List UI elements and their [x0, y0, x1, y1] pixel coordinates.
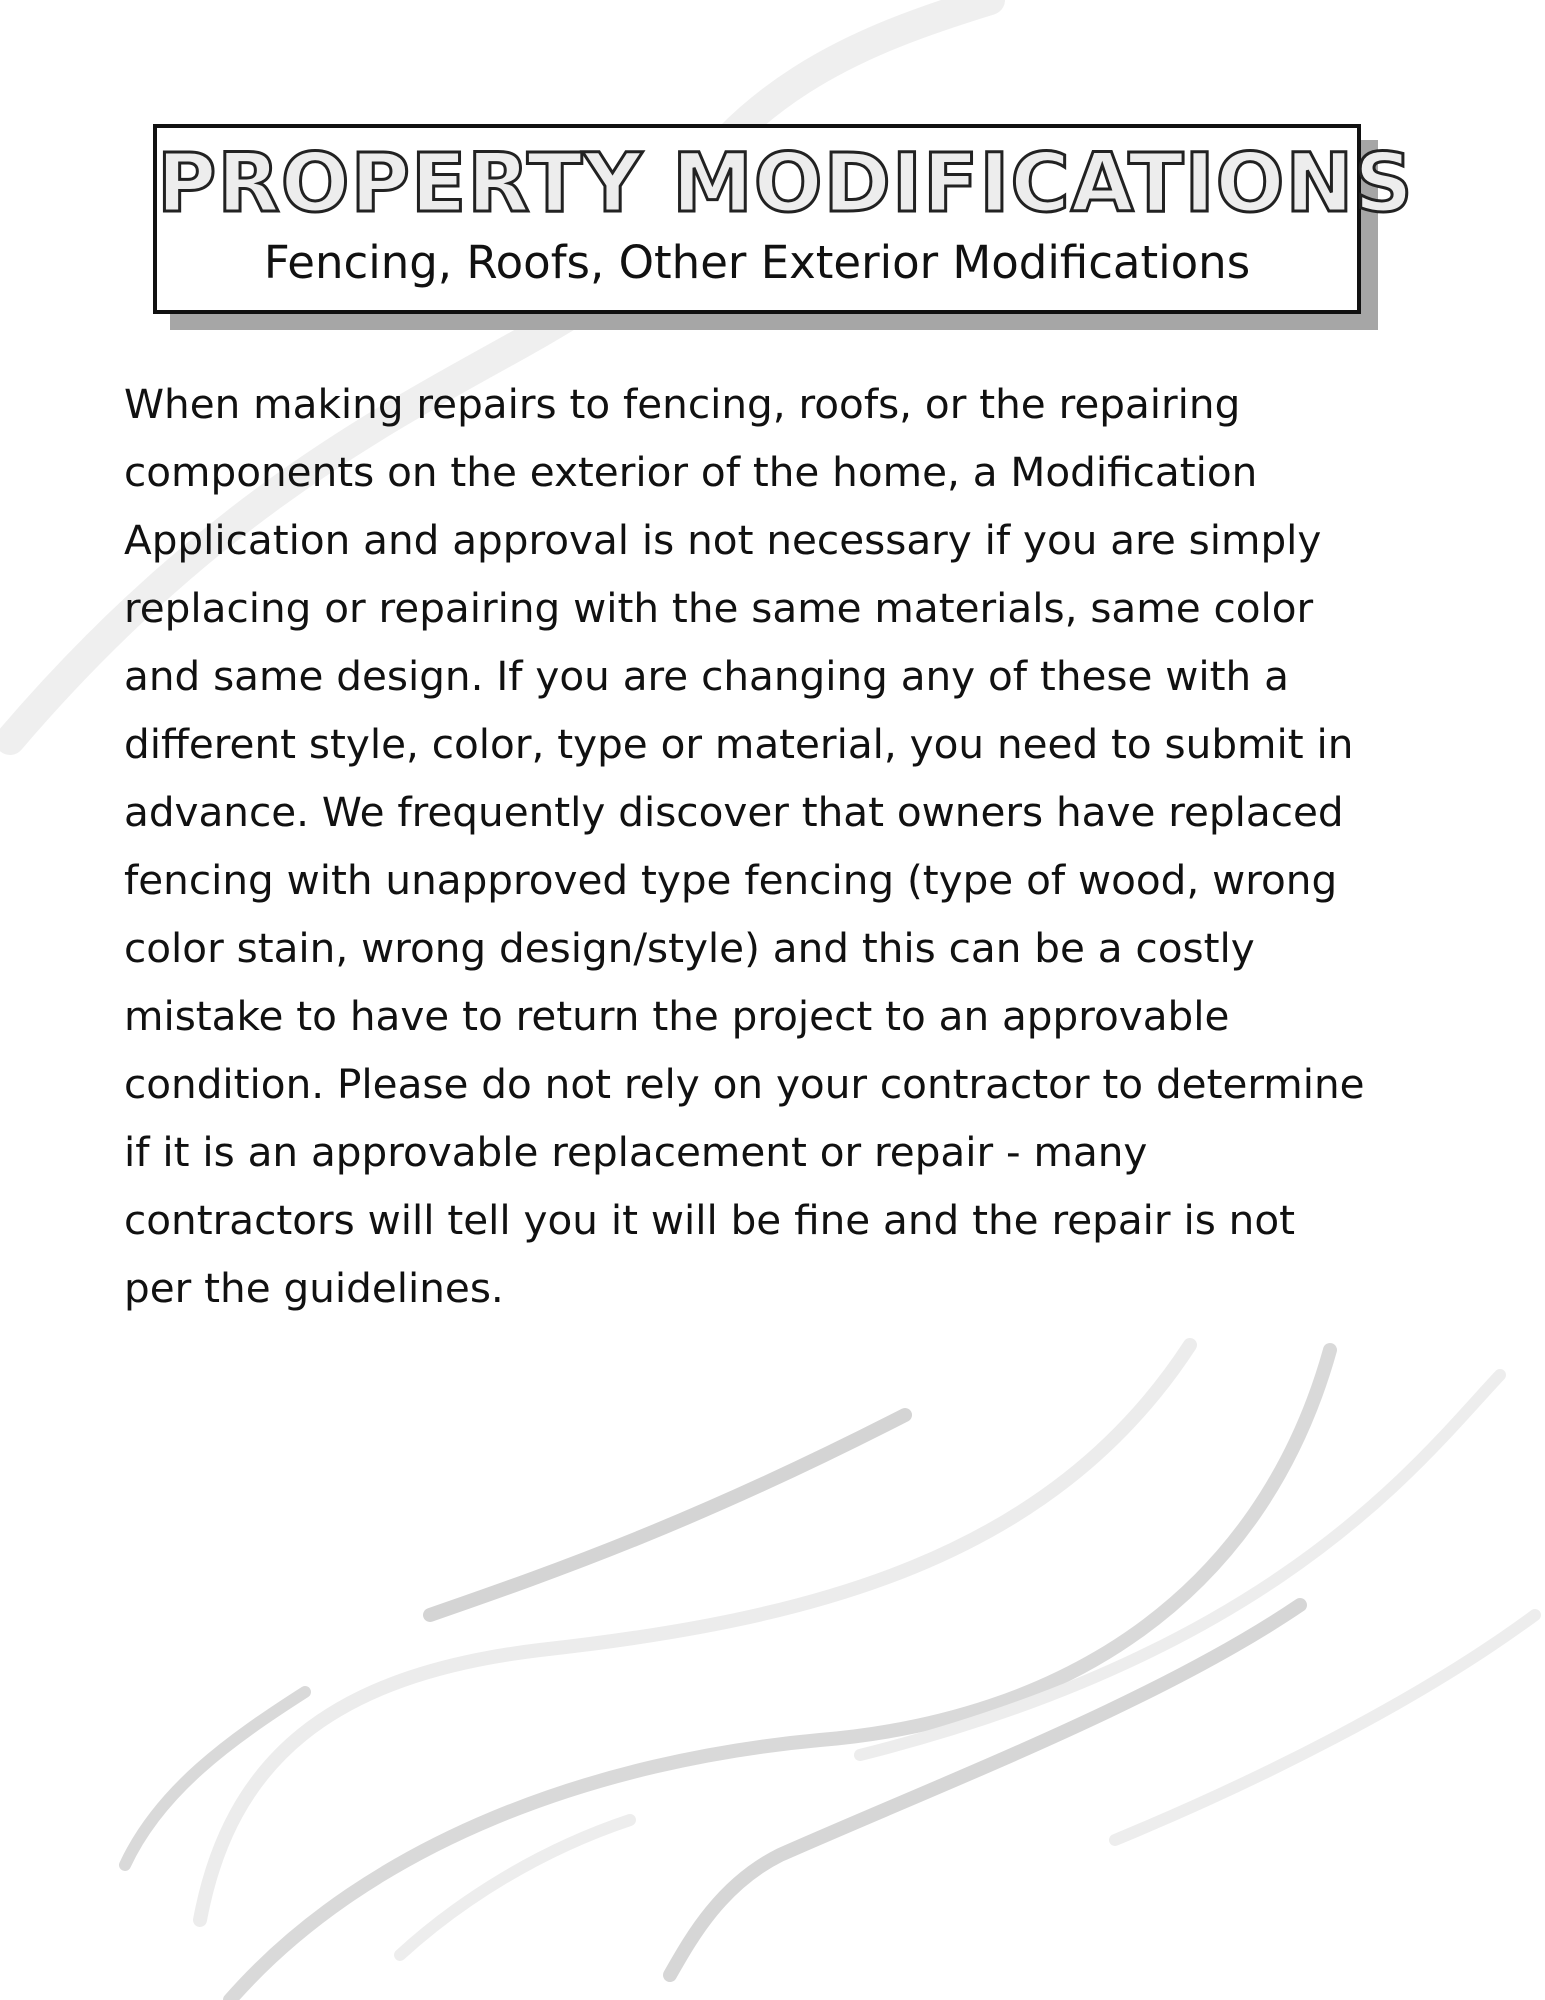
wave-stroke	[1115, 1615, 1535, 1840]
paragraph-line: fencing with unapproved type fencing (type of wood, wrong	[124, 856, 1338, 904]
wave-stroke	[670, 1605, 1300, 1975]
paragraph-line: condition. Please do not rely on your contractor to determine	[124, 1060, 1365, 1108]
paragraph-line: When making repairs to fencing, roofs, or the repairing	[124, 380, 1241, 428]
page-subtitle: Fencing, Roofs, Other Exterior Modifications	[263, 236, 1251, 289]
paragraph-line: replacing or repairing with the same materials, same color	[124, 584, 1314, 632]
body-paragraph	[124, 370, 1424, 1322]
paragraph-line: advance. We frequently discover that owners have replaced	[124, 788, 1344, 836]
paragraph-line: per the guidelines.	[124, 1264, 504, 1312]
page-title: PROPERTY MODIFICATIONS	[157, 137, 1414, 231]
paragraph-line: color stain, wrong design/style) and this can be a costly	[124, 924, 1255, 972]
paragraph-line: mistake to have to return the project to an approvable	[124, 992, 1230, 1040]
wave-stroke	[230, 1350, 1330, 2000]
paragraph-line: contractors will tell you it will be fine and the repair is not	[124, 1196, 1295, 1244]
wave-stroke	[200, 1345, 1190, 1920]
paragraph-line: different style, color, type or material, you need to submit in	[124, 720, 1354, 768]
paragraph-line: if it is an approvable replacement or repair - many	[124, 1128, 1148, 1176]
wave-stroke	[125, 1692, 305, 1865]
wave-stroke	[430, 1415, 905, 1615]
paragraph-line: and same design. If you are changing any of these with a	[124, 652, 1289, 700]
paragraph-line: components on the exterior of the home, a Modification	[124, 448, 1258, 496]
paragraph-line: Application and approval is not necessary if you are simply	[124, 516, 1322, 564]
title-box	[153, 124, 1414, 314]
